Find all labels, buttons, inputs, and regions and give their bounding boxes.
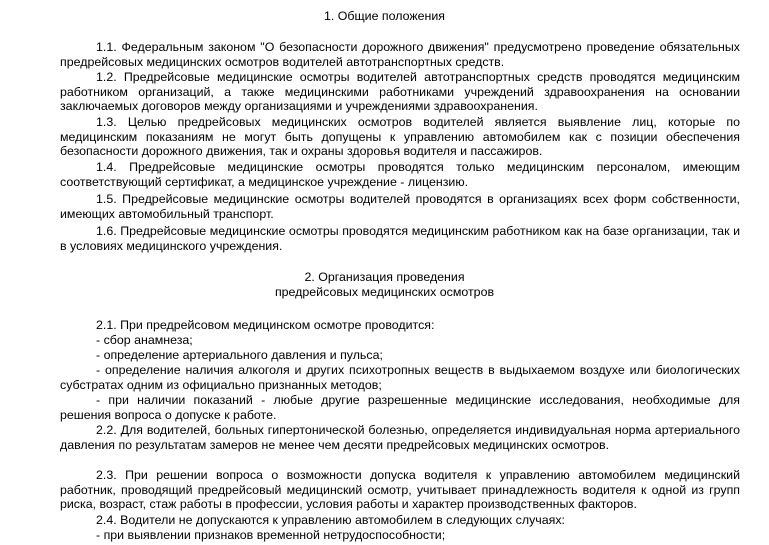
paragraph-1-2	[60, 70, 740, 114]
paragraph-1-1-text: 1.1. Федеральным законом "О безопасности дорожного движения" предусмотрено проведение обязательных предрейсовых медицинских осмотров водителей автотранспортных средств.	[60, 40, 740, 69]
paragraph-1-5-text: 1.5. Предрейсовые медицинские осмотры водителей проводятся в организациях всех форм собственности, имеющих автомобильный транспорт.	[60, 192, 740, 221]
bullet-alcohol	[60, 363, 740, 392]
paragraph-1-4-text: 1.4. Предрейсовые медицинские осмотры проводятся только медицинским персоналом, имеющим соответствующий сертификат, а медицинское учреждение - лицензию.	[60, 160, 740, 189]
paragraph-2-1	[60, 318, 740, 333]
paragraph-2-2-text: 2.2. Для водителей, больных гипертонической болезнью, определяется индивидуальная норма артериального давления по результатам замеров не менее чем десяти предрейсовых медицинских осмотров.	[60, 423, 740, 452]
bullet-temporary-disability: - при выявлении признаков временной нетрудоспособности;	[96, 528, 446, 542]
paragraph-1-4	[60, 160, 740, 189]
bullet-alcohol-text: - определение наличия алкоголя и других психотропных веществ в выдыхаемом воздухе или биологических субстратах одним из официально признанных методов;	[60, 363, 740, 392]
paragraph-2-3	[60, 468, 740, 512]
paragraph-1-3	[60, 115, 740, 159]
bullet-other-tests-text: - при наличии показаний - любые другие разрешенные медицинские исследования, необходимые для решения вопроса о допуске к работе.	[60, 393, 740, 422]
paragraph-2-1-text: 2.1. При предрейсовом медицинском осмотре проводится:	[96, 318, 435, 332]
paragraph-2-4	[60, 513, 740, 528]
bullet-anamnesis: - сбор анамнеза;	[96, 333, 193, 347]
paragraph-2-4-text: 2.4. Водители не допускаются к управлению автомобилем в следующих случаях:	[96, 513, 565, 527]
paragraph-2-2	[60, 423, 740, 452]
bullet-blood-pressure: - определение артериального давления и пульса;	[96, 348, 383, 362]
section-1-title: 1. Общие положения	[323, 9, 446, 23]
paragraph-1-3-text: 1.3. Целью предрейсовых медицинских осмотров водителей является выявление лиц, которые по медицинским показаниям не могут быть допущены к управлению автомобилем как с позиции обеспечения безопасности дорожного движения, так и охраны здоровья водителя и пассажиров.	[60, 115, 740, 159]
paragraph-1-6	[60, 224, 740, 253]
paragraph-1-6-text: 1.6. Предрейсовые медицинские осмотры проводятся медицинским работником как на базе организации, так и в условиях медицинского учреждения.	[60, 224, 740, 253]
paragraph-1-1	[60, 40, 740, 69]
section-2-title-line-1: 2. Организация проведения	[304, 270, 465, 284]
paragraph-2-3-text: 2.3. При решении вопроса о возможности допуска водителя к управлению автомобилем медицинский работник, проводящий предрейсовый медицинский осмотр, учитывает принадлежность водителя к одной из групп риска, возраст, стаж работы в профессии, условия работы и характер производственных факторов.	[60, 468, 740, 512]
bullet-other-tests	[60, 393, 740, 422]
paragraph-1-5	[60, 192, 740, 221]
section-2-title	[0, 270, 769, 300]
paragraph-1-2-text: 1.2. Предрейсовые медицинские осмотры водителей автотранспортных средств проводятся медицинским работником организаций, а также медицинскими работниками учреждений здравоохранения на основании заключаемых договоров между организациями и учреждениями здравоохранения.	[60, 70, 740, 114]
section-2-title-line-2: предрейсовых медицинских осмотров	[274, 285, 495, 299]
